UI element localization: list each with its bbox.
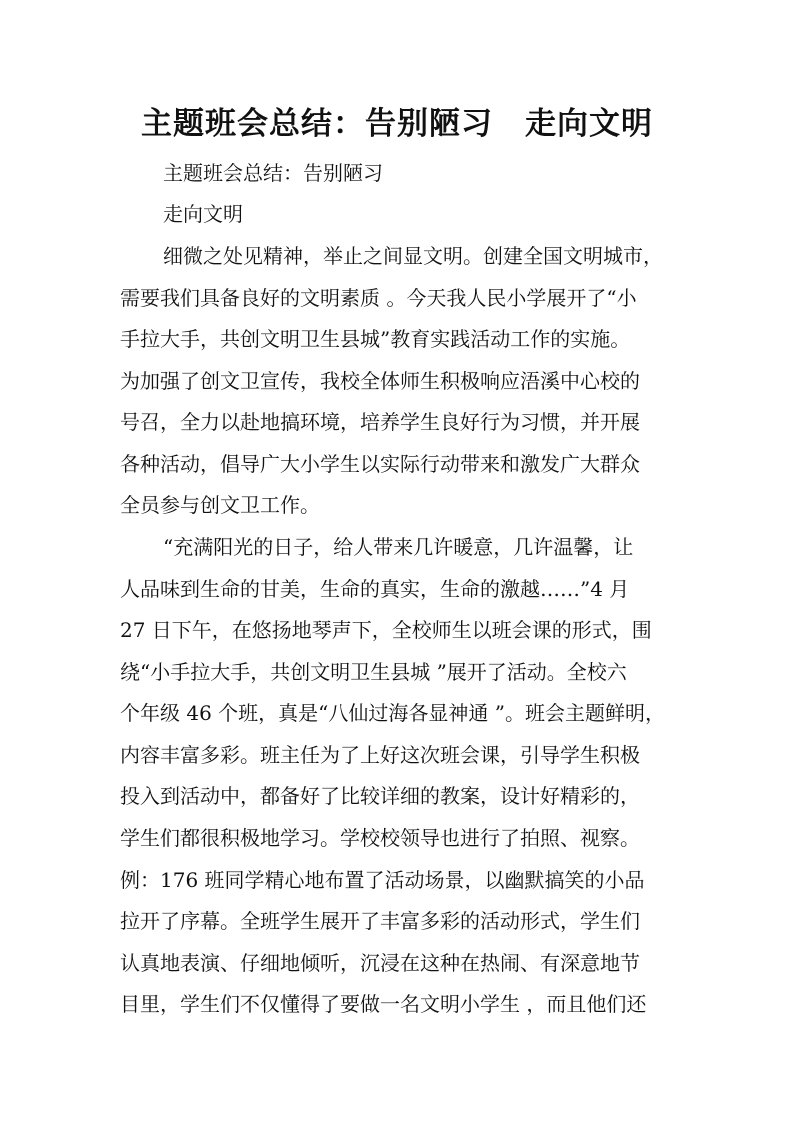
subtitle-line: 主题班会总结：告别陋习 <box>163 161 383 185</box>
paragraph-line: 内容丰富多彩。班主任为了上好这次班会课，引导学生积极 <box>120 743 640 767</box>
paragraph-line: 号召，全力以赴地搞环境，培养学生良好行为习惯，并开展 <box>120 410 640 434</box>
paragraph-line: 各种活动，倡导广大小学生以实际行动带来和激发广大群众 <box>120 452 640 476</box>
paragraph-line: 27 日下午，在悠扬地琴声下，全校师生以班会课的形式，围 <box>120 618 652 642</box>
paragraph-line: 为加强了创文卫宣传，我校全体师生积极响应浯溪中心校的 <box>120 369 640 393</box>
subtitle-line: 走向文明 <box>163 202 243 226</box>
paragraph-line: 手拉大手，共创文明卫生县城”教育实践活动工作的实施。 <box>120 327 631 351</box>
paragraph-line: 例：176 班同学精心地布置了活动场景，以幽默搞笑的小品 <box>120 868 645 892</box>
paragraph-line: 拉开了序幕。全班学生展开了丰富多彩的活动形式，学生们 <box>120 909 640 933</box>
paragraph-line: 绕“小手拉大手，共创文明卫生县城 ”展开了活动。全校六 <box>120 660 627 684</box>
paragraph-line: 学生们都很积极地学习。学校校领导也进行了拍照、视察。 <box>120 826 640 850</box>
document-title: 主题班会总结：告别陋习 走向文明 <box>141 106 653 142</box>
paragraph-line: 细微之处见精神，举止之间显文明。创建全国文明城市， <box>163 244 663 268</box>
paragraph-line: “充满阳光的日子，给人带来几许暖意，几许温馨，让 <box>163 535 634 559</box>
paragraph-line: 目里，学生们不仅懂得了要做一名文明小学生 ，而且他们还 <box>120 992 647 1016</box>
paragraph-line: 认真地表演、仔细地倾听，沉浸在这种在热闹、有深意地节 <box>120 951 640 975</box>
paragraph-line: 个年级 46 个班，真是“八仙过海各显神通 ”。班会主题鲜明， <box>120 701 665 725</box>
paragraph-line: 需要我们具备良好的文明素质 。今天我人民小学展开了“小 <box>120 286 637 310</box>
paragraph-line: 人品味到生命的甘美，生命的真实，生命的激越……”4 月 <box>120 577 630 601</box>
paragraph-line: 投入到活动中，都备好了比较详细的教案，设计好精彩的， <box>120 784 640 808</box>
paragraph-line: 全员参与创文卫工作。 <box>120 493 320 517</box>
